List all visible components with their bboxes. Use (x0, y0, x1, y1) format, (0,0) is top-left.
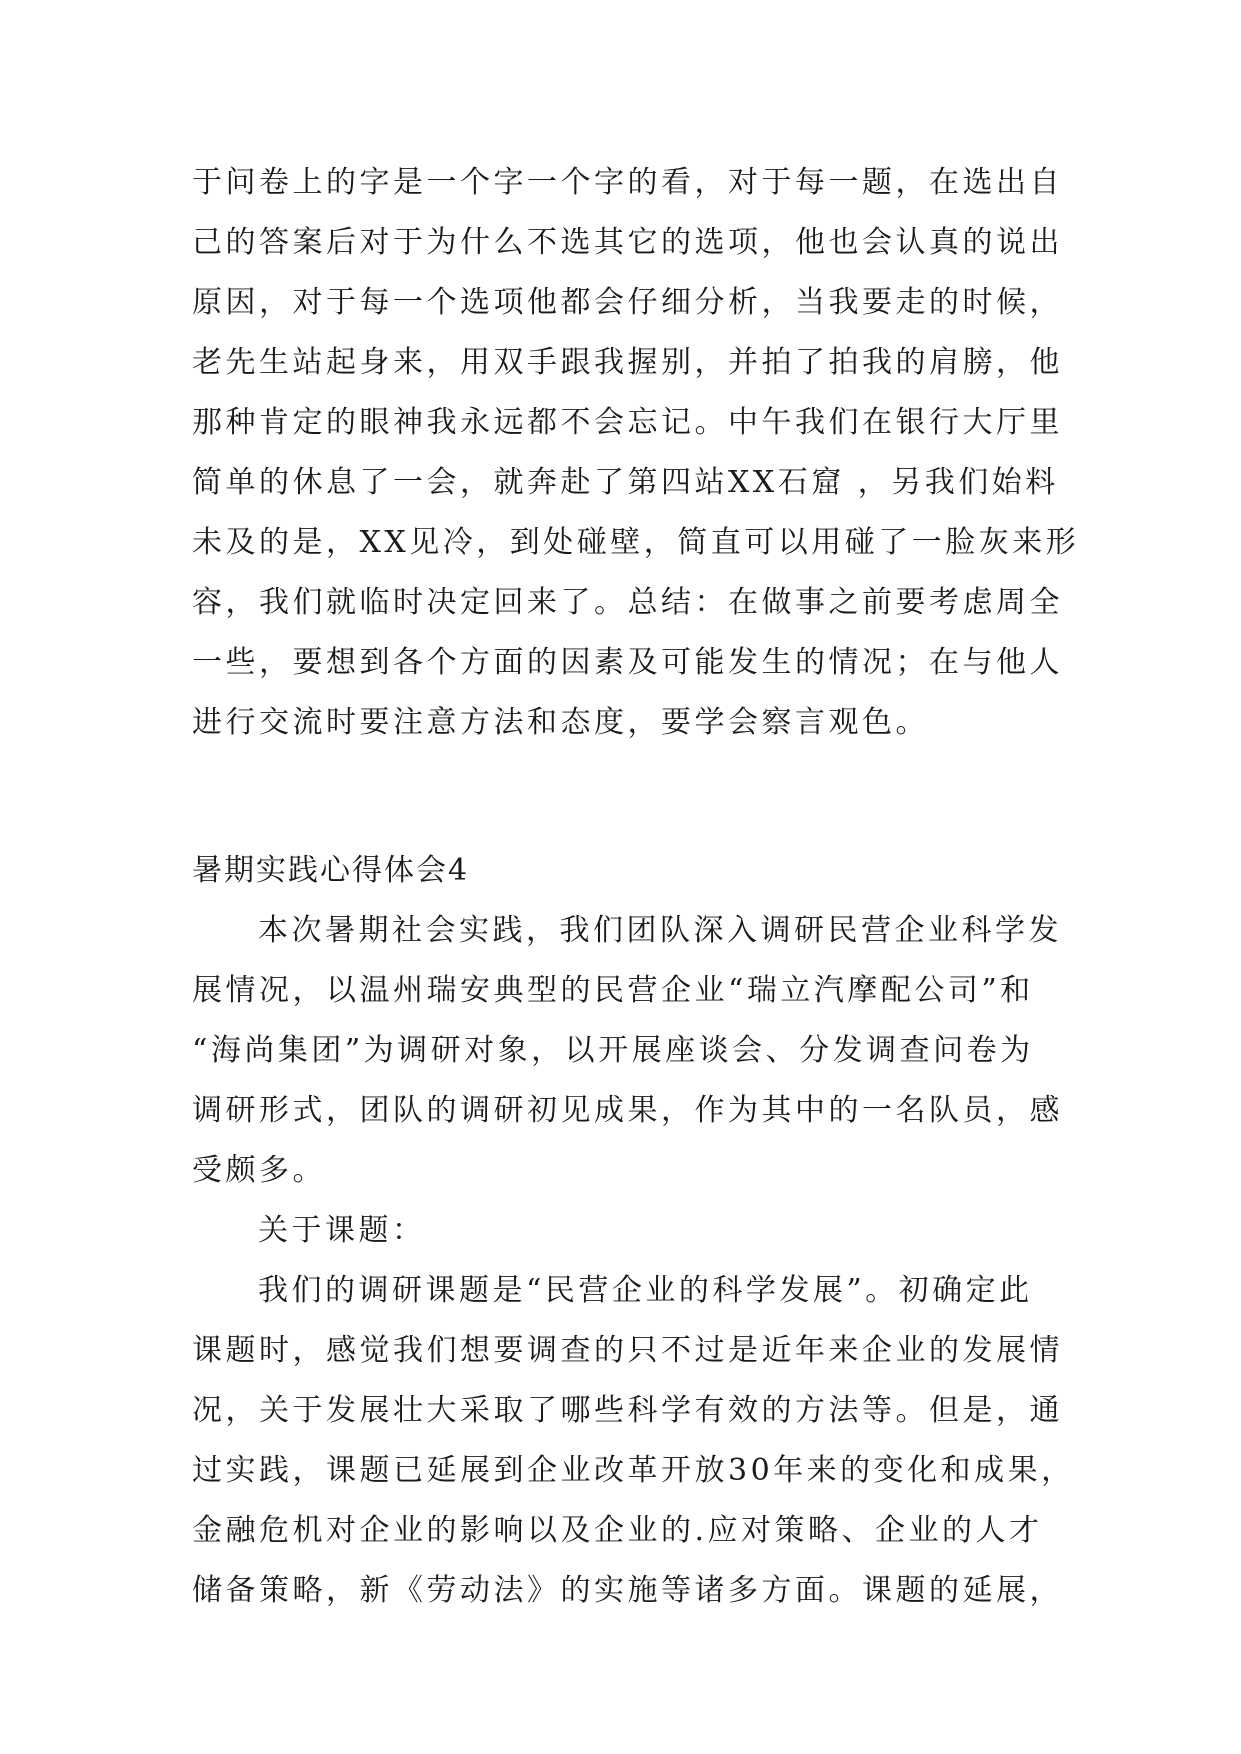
document-body (192, 153, 1080, 1621)
text-line: “海尚集团”为调研对象，以开展座谈会、分发调查问卷为 (192, 1033, 1034, 1068)
paragraph-topic (192, 1261, 1075, 1621)
text-line: 简单的休息了一会，就奔赴了第四站XX石窟 ，另我们始料 (192, 465, 1059, 500)
paragraph-intro (192, 901, 1063, 1201)
text-line: 未及的是，XX见冷，到处碰壁，简直可以用碰了一脸灰来形 (192, 525, 1080, 560)
text-line: 调研形式，团队的调研初见成果，作为其中的一名队员，感 (192, 1093, 1063, 1128)
text-line: 于问卷上的字是一个字一个字的看，对于每一题，在选出自 (192, 165, 1063, 200)
text-line: 一些，要想到各个方面的因素及可能发生的情况；在与他人 (192, 645, 1063, 680)
text-line: 容，我们就临时决定回来了。总结：在做事之前要考虑周全 (192, 585, 1063, 620)
text-line: 原因，对于每一个选项他都会仔细分析，当我要走的时候， (192, 285, 1063, 320)
text-line: 我们的调研课题是“民营企业的科学发展”。初确定此 (258, 1273, 1033, 1308)
text-line: 老先生站起身来，用双手跟我握别，并拍了拍我的肩膀，他 (192, 345, 1063, 380)
text-line: 进行交流时要注意方法和态度，要学会察言观色。 (192, 705, 929, 740)
paragraph-gap (192, 753, 1054, 841)
text-line: 展情况，以温州瑞安典型的民营企业“瑞立汽摩配公司”和 (192, 973, 1034, 1008)
text-line: 况，关于发展壮大采取了哪些科学有效的方法等。但是，通 (192, 1393, 1063, 1428)
text-line: 储备策略，新《劳动法》的实施等诸多方面。课题的延展， (192, 1573, 1063, 1608)
text-line: 课题时，感觉我们想要调查的只不过是近年来企业的发展情 (192, 1333, 1063, 1368)
subheading: 关于课题： (258, 1213, 426, 1248)
paragraph-continuation (192, 153, 1080, 753)
text-line: 金融危机对企业的影响以及企业的.应对策略、企业的人才 (192, 1513, 1043, 1548)
text-line: 受颇多。 (192, 1153, 326, 1188)
text-line: 那种肯定的眼神我永远都不会忘记。中午我们在银行大厅里 (192, 405, 1063, 440)
text-line: 过实践，课题已延展到企业改革开放30年来的变化和成果， (192, 1453, 1075, 1488)
text-line: 本次暑期社会实践，我们团队深入调研民营企业科学发 (258, 913, 1062, 948)
text-line: 己的答案后对于为什么不选其它的选项，他也会认真的说出 (192, 225, 1063, 260)
section-title: 暑期实践心得体会4 (192, 853, 470, 888)
